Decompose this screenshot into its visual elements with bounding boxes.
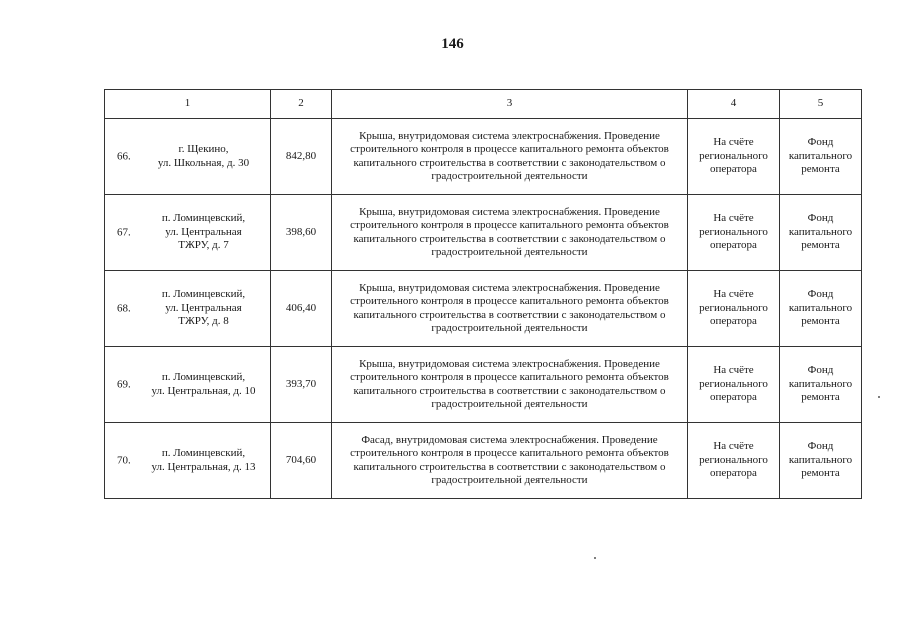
work-line: Крыша, внутридомовая система электроснабжения. Проведение: [359, 205, 660, 218]
address-line: ул. Центральная: [165, 225, 242, 238]
work-line: строительного контроля в процессе капитального ремонта объектов: [350, 447, 669, 459]
source-line: капитального: [788, 377, 853, 390]
source-line: Фонд: [807, 212, 834, 225]
address-line: ул. Школьная, д. 30: [157, 156, 250, 169]
source-line: ремонта: [801, 315, 840, 328]
work-line: градостроительной деятельности: [431, 474, 588, 486]
method-line: оператора: [710, 391, 757, 404]
source-line: ремонта: [801, 467, 840, 480]
work-line: Крыша, внутридомовая система электроснабжения. Проведение: [359, 281, 660, 294]
source-cell: [780, 195, 862, 271]
header-col-4: 4: [688, 90, 780, 119]
address-line: ул. Центральная, д. 10: [151, 384, 256, 397]
area-cell: 393,70: [271, 347, 332, 423]
area-cell: 842,80: [271, 119, 332, 195]
work-line: градостроительной деятельности: [431, 170, 588, 182]
table-row: [105, 119, 862, 195]
work-line: Крыша, внутридомовая система электроснабжения. Проведение: [359, 357, 660, 370]
header-col-5: 5: [780, 90, 862, 119]
source-line: капитального: [788, 225, 853, 238]
work-line: Фасад, внутридомовая система электроснабжения. Проведение: [361, 433, 658, 446]
address-cell: [105, 195, 271, 271]
source-cell: [780, 271, 862, 347]
header-row: [105, 90, 862, 119]
row-number: 66.: [117, 149, 131, 162]
method-line: На счёте: [713, 364, 754, 377]
method-line: регионального: [699, 301, 768, 314]
work-line: строительного контроля в процессе капитального ремонта объектов: [350, 143, 669, 155]
method-line: оператора: [710, 163, 757, 176]
work-line: градостроительной деятельности: [431, 398, 588, 410]
source-line: капитального: [788, 301, 853, 314]
table-body: [105, 119, 862, 499]
work-cell: [332, 119, 688, 195]
header-col-2: 2: [271, 90, 332, 119]
address-line: ТЖРУ, д. 7: [178, 239, 229, 252]
table-header: [105, 90, 862, 119]
address-line: ул. Центральная: [165, 301, 242, 314]
address-cell: [105, 271, 271, 347]
work-line: строительного контроля в процессе капитального ремонта объектов: [350, 219, 669, 231]
work-line: градостроительной деятельности: [431, 246, 588, 258]
table-row: [105, 195, 862, 271]
work-line: капитального строительства в соответствии с законодательством о: [353, 232, 666, 245]
address-text: [143, 288, 264, 329]
row-number: 68.: [117, 301, 131, 314]
address-text: [143, 447, 264, 474]
source-line: Фонд: [807, 364, 834, 377]
source-line: ремонта: [801, 163, 840, 176]
method-line: регионального: [699, 453, 768, 466]
address-line: п. Ломинцевский,: [161, 288, 246, 301]
work-line: капитального строительства в соответствии с законодательством о: [353, 460, 666, 473]
method-cell: [688, 347, 780, 423]
scan-speck: [878, 396, 880, 398]
source-cell: [780, 347, 862, 423]
work-cell: [332, 347, 688, 423]
work-line: градостроительной деятельности: [431, 322, 588, 334]
page-number: 146: [441, 36, 464, 52]
area-cell: 406,40: [271, 271, 332, 347]
header-col-3: 3: [332, 90, 688, 119]
address-cell: [105, 423, 271, 499]
area-cell: 398,60: [271, 195, 332, 271]
method-line: оператора: [710, 467, 757, 480]
address-line: ТЖРУ, д. 8: [178, 315, 229, 328]
table-row: [105, 423, 862, 499]
method-line: оператора: [710, 239, 757, 252]
table-row: [105, 347, 862, 423]
source-line: Фонд: [807, 440, 834, 453]
method-cell: [688, 271, 780, 347]
address-line: г. Щекино,: [178, 143, 229, 155]
work-line: капитального строительства в соответствии с законодательством о: [353, 384, 666, 397]
method-line: оператора: [710, 315, 757, 328]
address-text: [143, 371, 264, 398]
method-line: На счёте: [713, 136, 754, 149]
method-line: регионального: [699, 225, 768, 238]
address-cell: [105, 347, 271, 423]
method-cell: [688, 119, 780, 195]
work-line: капитального строительства в соответствии с законодательством о: [353, 308, 666, 321]
address-line: п. Ломинцевский,: [161, 371, 246, 383]
source-line: капитального: [788, 149, 853, 162]
source-line: Фонд: [807, 136, 834, 149]
work-line: строительного контроля в процессе капитального ремонта объектов: [350, 371, 669, 383]
method-cell: [688, 423, 780, 499]
address-text: [143, 212, 264, 253]
method-line: На счёте: [713, 440, 754, 453]
works-table: [104, 89, 862, 499]
scan-speck: [594, 557, 596, 559]
work-cell: [332, 195, 688, 271]
address-line: ул. Центральная, д. 13: [151, 460, 256, 473]
method-line: На счёте: [713, 212, 754, 225]
area-cell: 704,60: [271, 423, 332, 499]
method-cell: [688, 195, 780, 271]
address-text: [143, 143, 264, 170]
work-cell: [332, 271, 688, 347]
address-line: п. Ломинцевский,: [161, 447, 246, 459]
row-number: 67.: [117, 225, 131, 238]
work-cell: [332, 423, 688, 499]
row-number: 69.: [117, 377, 131, 390]
work-line: капитального строительства в соответствии с законодательством о: [353, 156, 666, 169]
header-col-1: 1: [105, 90, 271, 119]
source-line: капитального: [788, 453, 853, 466]
source-line: ремонта: [801, 239, 840, 252]
source-cell: [780, 119, 862, 195]
source-line: ремонта: [801, 391, 840, 404]
work-line: Крыша, внутридомовая система электроснабжения. Проведение: [359, 129, 660, 142]
table-row: [105, 271, 862, 347]
work-line: строительного контроля в процессе капитального ремонта объектов: [350, 295, 669, 307]
method-line: регионального: [699, 149, 768, 162]
source-line: Фонд: [807, 288, 834, 301]
source-cell: [780, 423, 862, 499]
row-number: 70.: [117, 453, 131, 466]
method-line: На счёте: [713, 288, 754, 301]
address-line: п. Ломинцевский,: [161, 212, 246, 225]
method-line: регионального: [699, 377, 768, 390]
address-cell: [105, 119, 271, 195]
